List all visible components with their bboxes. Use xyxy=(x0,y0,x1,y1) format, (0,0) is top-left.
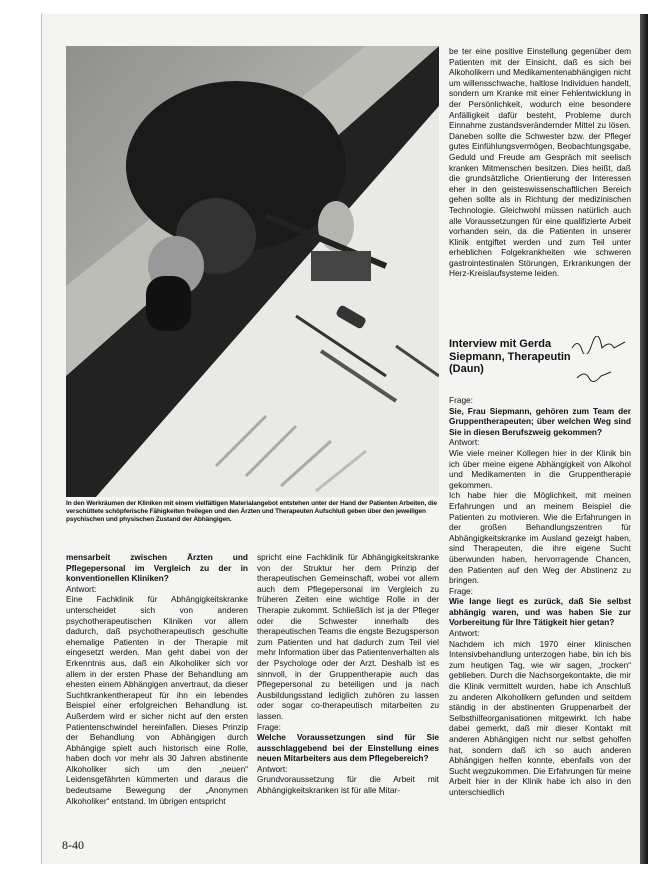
handwritten-signature xyxy=(570,336,630,354)
interview-heading: Interview mit Gerda Siepmann, Therapeutin (Daun) xyxy=(449,338,571,375)
paragraph: Eine Fachklinik für Abhängigkeitskranke unterscheidet sich von anderen psychotherapeutischen Kliniken vor allem dadurch, daß psychotherapeutisch geschulte ehemalige Patienten in der Therapie mit eingesetzt werden. Man geht dabei von der Erkenntnis aus, daß ein Alkoholiker sich vor allem in der ersten Phase der Behandlung am ehesten einem Abhängigen anvertraut, da dieser Suchtkrankentherapeut für ihn ein lebendes Beispiel einer erfolgreichen Behandlung ist. Außerdem wird er sicher nicht auf den ersten Patientenschwindel hereinfallen. Dieses Prinzip der Behandlung von Abhängigen durch Abhängige spielt auch historisch eine Rolle, haben doch vor mehr als 30 Jahren abstinente Alkoholiker sich um den „neuen“ Leidensgefährten kümmerten und daraus die bedeutsame Bewegung der „Anonymen Alkoholiker“ entstand. Im übrigen entspricht xyxy=(66,594,248,806)
paragraph: Wie lange liegt es zurück, daß Sie selbst abhängig waren, und was haben Sie zur Vorbereitung für Ihre Tätigkeit hier getan? xyxy=(449,596,631,628)
paragraph: Wie viele meiner Kollegen hier in der Klinik bin ich über meine eigene Abhängigkeit von Alkohol und Medikamenten in die Gruppentherapie gekommen. xyxy=(449,447,631,490)
column-2 xyxy=(257,552,439,796)
paragraph: Frage: xyxy=(449,395,473,405)
column-1 xyxy=(66,552,248,806)
paragraph: Frage: xyxy=(257,721,281,732)
column-3-interview xyxy=(449,395,631,798)
paragraph: Ich habe hier die Möglichkeit, mit meinen Erfahrungen und an meinem Beispiel die Patienten zu motivieren. Wie die Erfahrungen in der großen Behandlungszentren für Abhängigkeitskranke im Ausland gezeigt haben, sind Therapeuten, die ihre eigene Sucht überwunden haben, hervorragende Chancen, den Patienten auf den Weg der Abstinenz zu bringen. xyxy=(449,490,631,586)
paragraph: spricht eine Fachklinik für Abhängigkeitskranke von der Struktur her dem Prinzip der therapeutischen Gemeinschaft, wobei vor allem auch dem Pflegepersonal im Vergleich zu früheren Zeiten eine wichtige Rolle in der Therapie zukommt. Schließlich ist ja der Pfleger oder die Schwester innerhalb des therapeutischen Teams die engste Bezugsperson zum Patienten und hat dadurch zum Teil viel mehr Information über das Patientenverhalten als der Psychologe oder der Arzt. Deshalb ist es sinnvoll, in der Gruppentherapie auch das Pflegepersonal zu beteiligen und ja nach Ausbildungsstand lediglich zuhören zu lassen oder sogar co-therapeutisch mitarbeiten zu lassen. xyxy=(257,552,439,721)
paragraph: Antwort: xyxy=(257,763,288,774)
paragraph: Grundvoraussetzung für die Arbeit mit Abhängigkeitskranken ist für alle Mitar- xyxy=(257,774,439,796)
column-3-top: be ter eine positive Einstellung gegenüber dem Patienten mit der Einsicht, daß es sich bei Alkoholikern und Medikamentenabhängigen nicht um willensschwache, haltlose Individuen handelt, sondern um Kranke mit einer Fehlentwicklung in der Persönlichkeit, wodurch eine besondere Anfälligkeit dafür besteht, Probleme durch Einnahme zustandsverändernder Mittel zu lösen. Daneben sollte die Schwester bzw. der Pfleger gutes Einfühlungsvermögen, Beobachtungsgabe, Geduld und Freude am Gespräch mit seelisch kranken Mitmenschen besitzen. Dies heißt, daß die grundsätzliche Orientierung der Interessen eher in den geisteswissenschaftlichen Bereich gehen sollte als in Richtung der medizinischen Technologie. Gleichwohl müssen natürlich auch alle Voraussetzungen für eine qualifizierte Arbeit vorhanden sein, da die Patienten in unserer Klinik entgiftet werden und zum Teil unter erheblichen Folgekrankheiten wie schweren gastrointestinalen Störungen, Erkrankungen der Herz-Kreislaufsysteme leiden. xyxy=(449,46,631,279)
paragraph: Welche Voraussetzungen sind für Sie ausschlaggebend bei der Einstellung eines neuen Mitarbeiters aus dem Pflegebereich? xyxy=(257,732,439,764)
photo-caption: In den Werkräumen der Kliniken mit einem vielfältigen Materialangebot entstehen unter der Hand der Patienten Arbeiten, die verschüttete schöpferische Fähigkeiten freilegen und den Ärzten und Therapeuten Aufschluß geben über den jeweiligen psychischen und physischen Zustand der Abhängigen. xyxy=(66,500,438,523)
paragraph: Antwort: xyxy=(66,583,97,594)
paragraph: mensarbeit zwischen Ärzten und Pflegepersonal im Vergleich zu der in konventionellen Kliniken? xyxy=(66,552,248,584)
paragraph: Antwort: xyxy=(449,437,480,448)
paragraph: Frage: xyxy=(449,585,473,596)
handwritten-initials xyxy=(575,368,615,384)
paragraph: Antwort: xyxy=(449,628,480,639)
page-number: 8-40 xyxy=(62,838,84,852)
workshop-photo xyxy=(66,46,439,497)
paragraph: Sie, Frau Siepmann, gehören zum Team der Gruppentherapeuten; über welchen Weg sind Sie in diesen Berufszweig gekommen? xyxy=(449,405,631,437)
paragraph: Nachdem ich mich 1970 einer klinischen Intensivbehandlung unterzogen habe, bin ich bis zum heutigen Tag, wie wir sagen, „trocken“ geblieben. Durch die Nachsorgekontakte, die mir die Klinik vermittelt wurden, habe ich Anschluß zu anderen Alkoholikern gefunden und seitdem ständig in der abstinenten Gruppenarbeit der Selbsthilfeorganisationen mitgewirkt. Ich habe dabei gemerkt, daß mir dieser Kontakt mit anderen Abhängigen nicht nur selbst geholfen hat, sondern daß ich so auch anderen Abhängigen helfen konnte, ebenfalls von der Sucht wegzukommen. Die Erfahrungen für meine Arbeit hier in der Klinik habe ich also in den unterschiedlich xyxy=(449,638,631,797)
page-edge-shadow xyxy=(640,14,648,864)
